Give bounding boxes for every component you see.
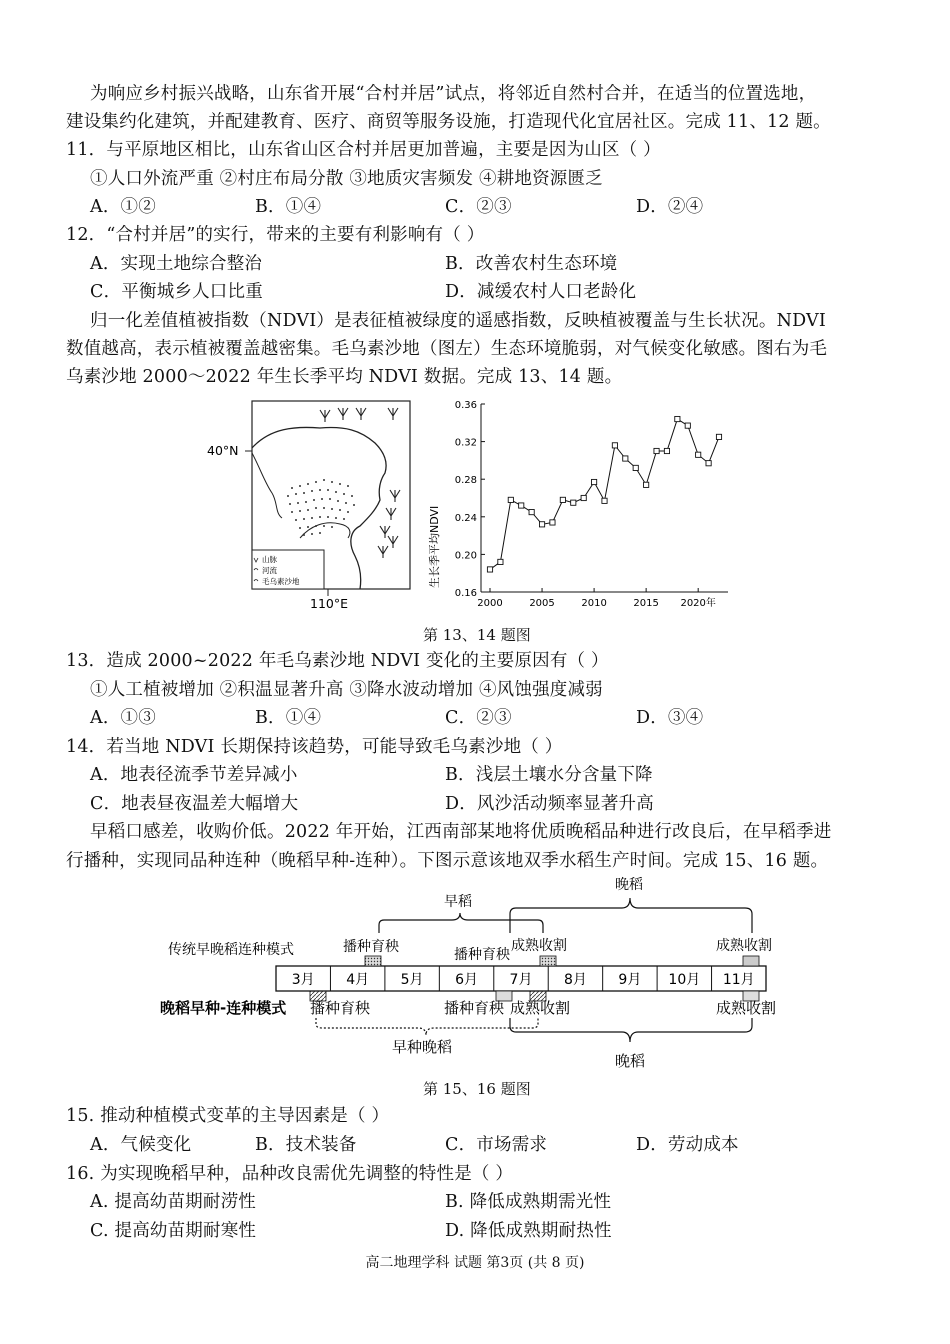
q16-option-d[interactable]: D. 降低成熟期耐热性 [445, 1221, 612, 1241]
ndvi-point [571, 500, 576, 505]
mode1-label: 传统早晚稻连种模式 [168, 942, 294, 958]
month-label: 6月 [455, 972, 479, 988]
q11-option-d[interactable]: D．②④ [636, 197, 704, 217]
fig1516-caption: 第 15、16 题图 [423, 1080, 531, 1098]
ndvi-point [623, 456, 628, 461]
ndvi-xtick-label: 2015 [633, 598, 659, 609]
ndvi-point [696, 452, 701, 457]
trad-late-harvest-label: 成熟收割 [716, 938, 772, 954]
late-rice-bottom-label: 晚稻 [615, 1052, 646, 1070]
q15-option-a[interactable]: A．气候变化 [90, 1135, 192, 1155]
ndvi-ylabel: 生长季平均NDVI [428, 505, 441, 588]
trad-early-sow-marker [365, 956, 381, 966]
ndvi-ytick-label: 0.36 [454, 400, 477, 411]
month-label: 4月 [346, 972, 370, 988]
map-legend-sandland: 毛乌素沙地 [262, 577, 300, 586]
ndvi-point [633, 465, 638, 470]
ndvi-point [675, 416, 680, 421]
q12-option-a[interactable]: A．实现土地综合整治 [90, 254, 263, 274]
q15-option-c[interactable]: C．市场需求 [445, 1135, 548, 1155]
ndvi-xtick-label: 2010 [581, 598, 607, 609]
ndvi-point [529, 510, 534, 515]
q13-option-d[interactable]: D．③④ [636, 708, 704, 728]
ndvi-ytick-label: 0.16 [454, 588, 477, 599]
ndvi-point [654, 448, 659, 453]
q16-option-b[interactable]: B. 降低成熟期需光性 [445, 1192, 612, 1212]
intro1-line2: 建设集约化建筑，并配建教育、医疗、商贸等服务设施，打造现代化宜居社区。完成 11、12 题。 [66, 112, 831, 132]
trad-early-harvest-marker [540, 956, 556, 966]
map-legend-river: 河流 [262, 566, 277, 575]
q11-items: ①人口外流严重 ②村庄布局分散 ③地质灾害频发 ④耕地资源匮乏 [90, 169, 603, 189]
rice-timeline-diagram [160, 870, 800, 1075]
q11-option-a[interactable]: A．①② [90, 197, 156, 217]
ndvi-point [644, 482, 649, 487]
month-label: 3月 [291, 972, 315, 988]
map-lat-label: 40°N [207, 443, 239, 458]
month-label: 5月 [400, 972, 424, 988]
ndvi-point [591, 479, 596, 484]
ndvi-point [602, 498, 607, 503]
ndvi-xtick-label: 2000 [477, 598, 503, 609]
ndvi-point [581, 495, 586, 500]
month-label: 9月 [618, 972, 642, 988]
ndvi-line-chart [428, 396, 746, 616]
q12-option-b[interactable]: B．改善农村生态环境 [445, 254, 618, 274]
intro2-line3: 乌素沙地 2000～2022 年生长季平均 NDVI 数据。完成 13、14 题。 [66, 367, 623, 387]
ndvi-point [716, 434, 721, 439]
ndvi-point [664, 448, 669, 453]
ndvi-point [539, 522, 544, 527]
q13-option-b[interactable]: B．①④ [255, 708, 322, 728]
ndvi-point [706, 461, 711, 466]
ndvi-point [487, 567, 492, 572]
trad-early-sow-label: 播种育秧 [343, 939, 399, 955]
trad-late-sow-label: 播种育秧 [454, 947, 510, 963]
q16-option-c[interactable]: C. 提高幼苗期耐寒性 [90, 1221, 257, 1241]
late-rice-top-label: 晚稻 [615, 877, 643, 893]
ndvi-point [519, 503, 524, 508]
sandland-dots [287, 479, 355, 536]
q14-option-c[interactable]: C．地表昼夜温差大幅增大 [90, 794, 299, 814]
month-label: 11月 [722, 972, 755, 988]
map-legend-mountain: 山脉 [262, 555, 277, 564]
q15-option-d[interactable]: D．劳动成本 [636, 1135, 739, 1155]
trad-late-harvest-marker [743, 956, 759, 966]
ndvi-ytick-label: 0.28 [454, 475, 477, 487]
ndvi-point [508, 497, 513, 502]
ndvi-point [550, 520, 555, 525]
q14-stem: 14．若当地 NDVI 长期保持该趋势，可能导致毛乌素沙地（ ） [66, 737, 563, 757]
early-rice-label: 早稻 [444, 894, 472, 910]
map-lon-label: 110°E [310, 596, 349, 611]
q11-option-c[interactable]: C．②③ [445, 197, 512, 217]
q12-option-d[interactable]: D．减缓农村人口老龄化 [445, 282, 637, 302]
new-early-sow-label: 播种育秧 [310, 999, 371, 1017]
maowusu-map [200, 398, 420, 618]
q13-items: ①人工植被增加 ②积温显著升高 ③降水波动增加 ④风蚀强度减弱 [90, 680, 603, 700]
intro3-line2: 行播种，实现同品种连种（晚稻早种-连种）。下图示意该地双季水稻生产时间。完成 15、16 题。 [66, 851, 829, 871]
month-label: 8月 [563, 972, 587, 988]
ndvi-ytick-label: 0.24 [454, 512, 477, 524]
ndvi-xtick-label: 2005 [529, 598, 555, 609]
q11-option-b[interactable]: B．①④ [255, 197, 322, 217]
fig1314-caption: 第 13、14 题图 [423, 626, 531, 644]
q13-option-a[interactable]: A．①③ [90, 708, 156, 728]
ndvi-series-line [490, 419, 719, 569]
ndvi-ytick-label: 0.32 [454, 437, 477, 449]
q15-option-b[interactable]: B．技术装备 [255, 1135, 357, 1155]
q16-option-a[interactable]: A. 提高幼苗期耐涝性 [90, 1192, 256, 1212]
q15-stem: 15. 推动种植模式变革的主导因素是（ ） [66, 1106, 390, 1126]
ndvi-point [560, 497, 565, 502]
q13-option-c[interactable]: C．②③ [445, 708, 512, 728]
month-label: 10月 [668, 972, 701, 988]
mode2-label: 晚稻早种-连种模式 [160, 999, 287, 1017]
q16-stem: 16. 为实现晚稻早种，品种改良需优先调整的特性是（ ） [66, 1164, 514, 1184]
intro2-line1: 归一化差值植被指数（NDVI）是表征植被绿度的遥感指数，反映植被覆盖与生长状况。NDVI [90, 311, 826, 331]
trad-early-harvest-label: 成熟收割 [511, 938, 567, 954]
new-early-harvest-label: 成熟收割 [510, 999, 571, 1017]
q12-option-c[interactable]: C．平衡城乡人口比重 [90, 282, 263, 302]
intro3-line1: 早稻口感差，收购价低。2022 年开始，江西南部某地将优质晚稻品种进行改良后，在早稻季进 [90, 822, 832, 842]
q14-option-d[interactable]: D．风沙活动频率显著升高 [445, 794, 654, 814]
ndvi-point [612, 443, 617, 448]
q12-stem: 12．“合村并居”的实行，带来的主要有利影响有（ ） [66, 225, 485, 245]
intro2-line2: 数值越高，表示植被覆盖越密集。毛乌素沙地（图左）生态环境脆弱，对气候变化敏感。图右为毛 [66, 339, 828, 359]
q14-option-a[interactable]: A．地表径流季节差异减小 [90, 765, 298, 785]
month-label: 7月 [509, 972, 533, 988]
intro1-line1: 为响应乡村振兴战略，山东省开展“合村并居”试点，将邻近自然村合并，在适当的位置选地， [90, 84, 817, 104]
ndvi-ytick-label: 0.20 [454, 550, 477, 562]
page-footer: 高二地理学科 试题 第3页 (共 8 页) [365, 1255, 585, 1271]
q11-stem: 11．与平原地区相比，山东省山区合村并居更加普遍，主要是因为山区（ ） [66, 140, 661, 160]
q13-stem: 13．造成 2000~2022 年毛乌素沙地 NDVI 变化的主要原因有（ ） [66, 651, 609, 671]
new-late-harvest-label: 成熟收割 [716, 999, 777, 1017]
q14-option-b[interactable]: B．浅层土壤水分含量下降 [445, 765, 653, 785]
new-late-sow-label: 播种育秧 [444, 999, 505, 1017]
ndvi-point [685, 423, 690, 428]
ndvi-xtick-label: 2020年 [680, 598, 716, 609]
ndvi-point [498, 559, 503, 564]
early-late-rice-label: 早种晚稻 [392, 1038, 453, 1056]
